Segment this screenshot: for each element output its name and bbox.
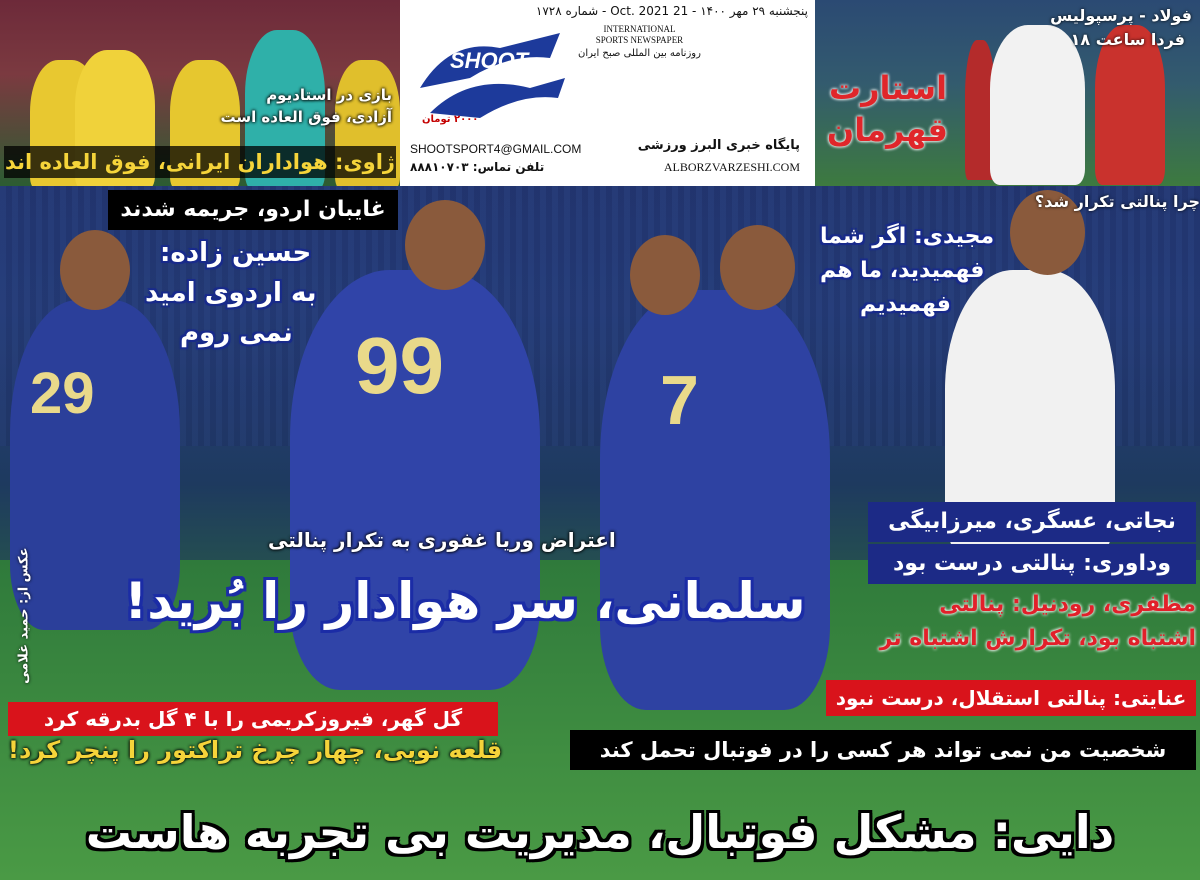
dateline: پنجشنبه ۲۹ مهر ۱۴۰۰ - 21 Oct. 2021 - شماره ۱۷۲۸ bbox=[535, 4, 808, 18]
player-head bbox=[405, 200, 485, 290]
xavi-caption-line2: آزادی، فوق العاده است bbox=[220, 108, 392, 126]
price: ۲۰۰۰ تومان bbox=[422, 114, 479, 125]
player-head bbox=[720, 225, 795, 310]
player-head bbox=[630, 235, 700, 315]
penalty-question: چرا پنالتی تکرار شد؟ bbox=[1034, 192, 1200, 211]
majidi-line2: فهمیدید، ما هم bbox=[820, 258, 985, 283]
player-right-celebrating bbox=[600, 290, 830, 710]
daily-label: روزنامه بین المللی صبح ایران bbox=[578, 48, 701, 59]
mozaffari-line2: اشتباه بود، تکرارش اشتباه تر bbox=[879, 626, 1196, 651]
enayati-headline: عنایتی: پنالتی استقلال، درست نبود bbox=[826, 680, 1196, 716]
golgohar-headline: گل گهر، فیروزکریمی را با ۴ گل بدرقه کرد bbox=[8, 702, 498, 736]
phone: تلفن تماس: ۸۸۸۱۰۷۰۳ bbox=[410, 160, 545, 174]
match-teams: فولاد - پرسپولیس bbox=[1050, 6, 1192, 25]
main-headline: سلمانی، سر هوادار را بُرید! bbox=[124, 572, 806, 630]
site-url: ALBORZVARZESHI.COM bbox=[663, 160, 800, 174]
jersey-number-right: 7 bbox=[660, 361, 699, 439]
champion-headline-line2: قهرمان bbox=[826, 111, 948, 149]
player-white bbox=[990, 25, 1085, 185]
majidi-line3: فهمیدیم bbox=[860, 292, 951, 317]
photo-credit: عکس از: حمید غلامی bbox=[16, 547, 32, 684]
daei-headline: دایی: مشکل فوتبال، مدیریت بی تجربه هاست bbox=[85, 805, 1115, 859]
personality-headline: شخصیت من نمی تواند هر کسی را در فوتبال تحمل کند bbox=[570, 730, 1196, 770]
site-label: پایگاه خبری البرز ورزشی bbox=[637, 138, 800, 153]
champion-headline-line1: استارت bbox=[828, 69, 948, 107]
xavi-headline: ژاوی: هواداران ایرانی، فوق العاده اند bbox=[4, 146, 396, 178]
xavi-caption-line1: بازی در استادیوم bbox=[266, 86, 392, 104]
player-red bbox=[1095, 25, 1165, 185]
ghalenoei-headline: قلعه نویی، چهار چرخ تراکتور را پنچر کرد! bbox=[8, 736, 503, 764]
mozaffari-line1: مظفری، رودنیل: پنالتی bbox=[939, 592, 1196, 617]
match-time: فردا ساعت ۱۸ bbox=[1070, 30, 1185, 49]
email: SHOOTSPORT4@GMAIL.COM bbox=[410, 142, 582, 156]
logo-wordmark: SHOOT bbox=[450, 48, 529, 73]
jersey-number-left: 29 bbox=[30, 361, 95, 426]
hoseinzadeh-line1: حسین زاده: bbox=[160, 238, 312, 268]
intl-label bbox=[572, 24, 707, 46]
player-head bbox=[60, 230, 130, 310]
referees-headline-line2: وداوری: پنالتی درست بود bbox=[868, 544, 1196, 584]
intl-line2: SPORTS NEWSPAPER bbox=[595, 35, 684, 45]
shoot-logo bbox=[410, 18, 570, 128]
hoseinzadeh-line2: به اردوی امید bbox=[145, 278, 317, 308]
intl-line1: INTERNATIONAL bbox=[603, 24, 676, 34]
jersey-number-center: 99 bbox=[355, 321, 444, 410]
hoseinzadeh-line3: نمی روم bbox=[180, 318, 293, 348]
majidi-line1: مجیدی: اگر شما bbox=[820, 224, 995, 249]
main-kicker: اعتراض وریا غفوری به تکرار پنالتی bbox=[268, 528, 616, 552]
referees-headline-line1: نجاتی، عسگری، میرزابیگی bbox=[868, 502, 1196, 542]
absentees-headline: غایبان اردو، جریمه شدند bbox=[108, 190, 398, 230]
